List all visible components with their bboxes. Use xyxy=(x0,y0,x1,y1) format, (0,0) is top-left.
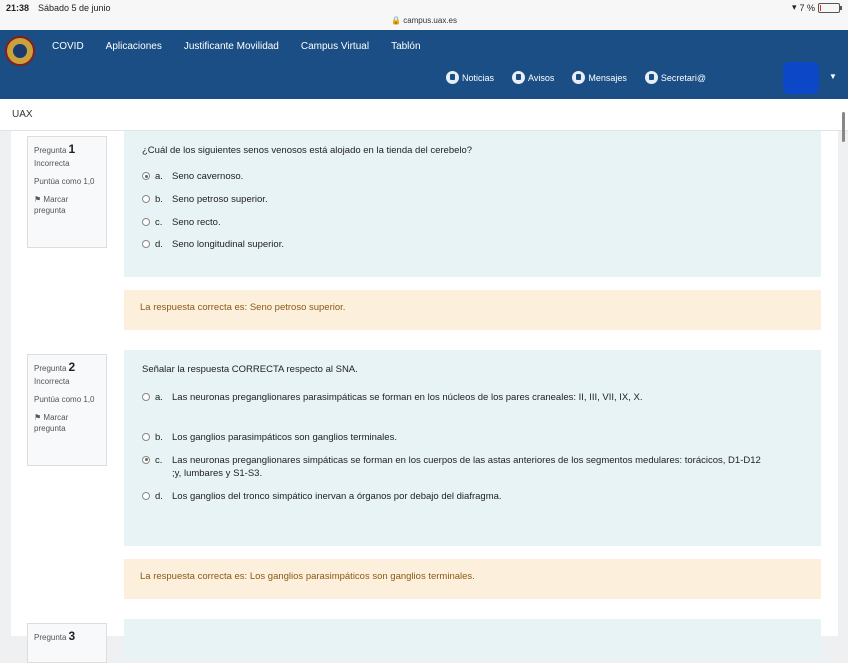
university-logo-icon[interactable] xyxy=(5,36,35,66)
answer-option-c[interactable] xyxy=(142,454,803,482)
user-menu xyxy=(446,71,706,84)
battery-percent: 7 % xyxy=(799,2,815,13)
question-text: ¿Cuál de los siguientes senos venosos está alojado en la tienda del cerebelo? xyxy=(142,145,473,156)
option-text: Seno petroso superior. xyxy=(172,193,268,205)
office-icon xyxy=(645,71,658,84)
message-icon xyxy=(572,71,585,84)
wifi-icon: ▾ xyxy=(791,2,797,12)
question-number-value: 3 xyxy=(68,629,76,643)
answer-option-d[interactable] xyxy=(142,238,803,252)
menu-campus-virtual[interactable]: Campus Virtual xyxy=(300,41,370,52)
radio-button[interactable] xyxy=(142,456,150,464)
status-bar xyxy=(0,0,848,30)
answer-option-a[interactable] xyxy=(142,391,803,405)
question-box-1 xyxy=(124,131,821,277)
answer-option-d[interactable] xyxy=(142,490,803,504)
option-text: Los ganglios del tronco simpático inervan a órganos por debajo del diafragma. xyxy=(172,491,502,503)
question-number xyxy=(34,359,100,376)
question-number-value: 2 xyxy=(68,360,76,374)
nav-secretaria-label: Secretari@ xyxy=(660,72,707,83)
nav-mensajes[interactable] xyxy=(572,71,627,84)
status-date: Sábado 5 de junio xyxy=(38,3,111,13)
question-box-2 xyxy=(124,350,821,546)
url-text[interactable]: campus.uax.es xyxy=(403,16,457,25)
nav-noticias[interactable] xyxy=(446,71,494,84)
option-text: Seno recto. xyxy=(172,216,221,228)
question-label: Pregunta xyxy=(34,364,67,373)
option-text: Seno cavernoso. xyxy=(172,171,244,182)
question-number xyxy=(34,628,100,645)
radio-button[interactable] xyxy=(142,393,150,401)
answer-option-b[interactable] xyxy=(142,431,803,445)
flag-icon: ⚑ xyxy=(34,412,44,422)
battery-icon xyxy=(818,3,840,13)
radio-button[interactable] xyxy=(142,195,150,203)
radio-button[interactable] xyxy=(142,172,150,180)
question-score: Puntúa como 1,0 xyxy=(34,176,95,186)
question-number-value: 1 xyxy=(68,142,76,156)
nav-noticias-label: Noticias xyxy=(462,72,495,83)
main-menu xyxy=(52,41,421,52)
option-letter: a. xyxy=(155,392,163,403)
nav-avisos[interactable] xyxy=(512,71,554,84)
question-status: Incorrecta xyxy=(34,377,70,387)
question-label: Pregunta xyxy=(34,146,67,155)
radio-button[interactable] xyxy=(142,492,150,500)
question-text: Señalar la respuesta CORRECTA respecto al SNA. xyxy=(142,364,358,375)
chevron-down-icon[interactable]: ▼ xyxy=(829,72,837,81)
nav-mensajes-label: Mensajes xyxy=(588,72,627,83)
correct-answer-feedback-2: La respuesta correcta es: Los ganglios parasimpáticos son ganglios terminales. xyxy=(124,559,821,599)
radio-button[interactable] xyxy=(142,218,150,226)
answer-option-a[interactable] xyxy=(142,170,803,184)
question-label: Pregunta xyxy=(34,633,67,642)
option-text: Las neuronas preganglionares simpáticas se forman en los cuerpos de las astas anteriores de los segmentos medulares: torácicos, D1-D12 ;y, lumbares y S1-S3. xyxy=(172,454,761,480)
answer-option-b[interactable] xyxy=(142,193,803,207)
option-letter: d. xyxy=(155,239,163,251)
logo-center xyxy=(13,44,27,58)
menu-aplicaciones[interactable]: Aplicaciones xyxy=(105,41,162,52)
quiz-review xyxy=(11,131,838,643)
question-info-3 xyxy=(27,623,107,663)
question-number xyxy=(34,141,100,158)
menu-tablon[interactable]: Tablón xyxy=(391,41,421,52)
option-text: Las neuronas preganglionares parasimpáticas se forman en los núcleos de los pares craneales: II, III, VII, IX, X. xyxy=(172,392,643,403)
status-right xyxy=(792,2,840,13)
question-status: Incorrecta xyxy=(34,159,70,169)
flag-icon: ⚑ xyxy=(34,194,44,204)
avatar[interactable] xyxy=(783,62,819,94)
flag-label: Marcar pregunta xyxy=(34,194,69,216)
question-score: Puntúa como 1,0 xyxy=(34,394,95,404)
battery-level xyxy=(820,5,821,11)
radio-button[interactable] xyxy=(142,433,150,441)
option-text: Seno longitudinal superior. xyxy=(172,239,284,251)
address-bar[interactable]: 🔒 campus.uax.es xyxy=(391,16,457,25)
question-box-3 xyxy=(124,619,821,659)
option-letter: a. xyxy=(155,171,163,182)
breadcrumb-item[interactable]: UAX xyxy=(12,109,33,120)
scrollbar[interactable] xyxy=(842,112,845,142)
option-letter: c. xyxy=(155,216,163,228)
news-icon xyxy=(446,71,459,84)
question-info-1 xyxy=(27,136,107,248)
option-letter: b. xyxy=(155,431,163,443)
flag-label: Marcar pregunta xyxy=(34,412,69,434)
nav-secretaria[interactable] xyxy=(645,71,706,84)
nav-avisos-label: Avisos xyxy=(528,72,555,83)
top-navbar xyxy=(0,30,848,99)
answer-option-c[interactable] xyxy=(142,216,803,230)
alert-icon xyxy=(512,71,525,84)
option-text: Los ganglios parasimpáticos son ganglios terminales. xyxy=(172,431,397,443)
flag-question-button[interactable] xyxy=(34,412,100,435)
breadcrumb xyxy=(0,99,848,131)
flag-question-button[interactable] xyxy=(34,194,100,217)
option-letter: d. xyxy=(155,491,163,503)
menu-covid[interactable]: COVID xyxy=(52,41,84,52)
option-letter: b. xyxy=(155,193,163,205)
question-info-2 xyxy=(27,354,107,466)
menu-justificante-movilidad[interactable]: Justificante Movilidad xyxy=(183,41,279,52)
radio-button[interactable] xyxy=(142,240,150,248)
correct-answer-feedback-1: La respuesta correcta es: Seno petroso superior. xyxy=(124,290,821,330)
option-letter: c. xyxy=(155,454,163,466)
status-time: 21:38 xyxy=(6,3,30,13)
